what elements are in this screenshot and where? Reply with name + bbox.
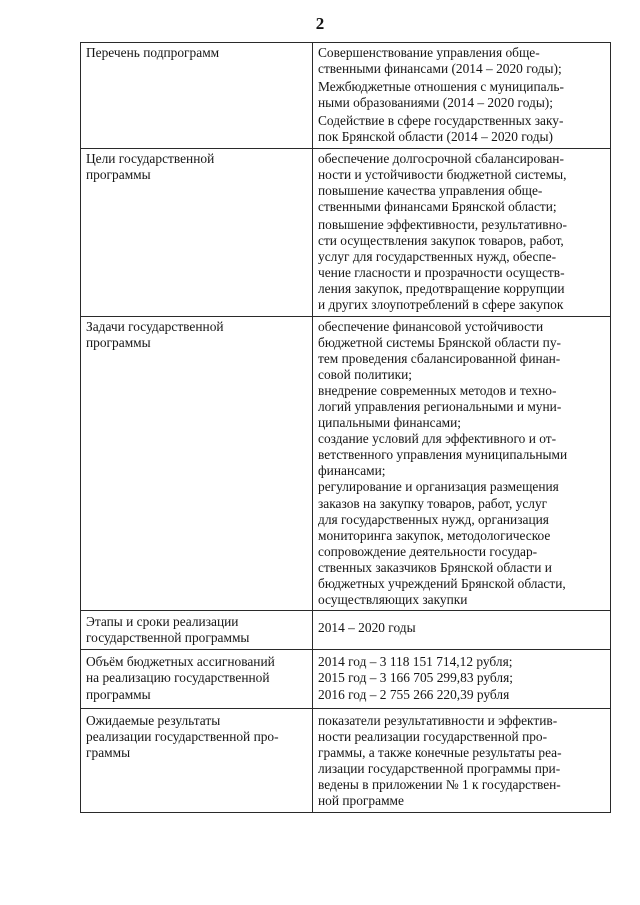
table-row-expected-results — [81, 708, 611, 813]
value-line: чение гласности и прозрачности осуществ- — [318, 265, 565, 281]
row-label-line: Объём бюджетных ассигнований — [86, 654, 275, 670]
value-line: 2015 год – 3 166 705 299,83 рубля; — [318, 670, 513, 686]
value-line: Совершенствование управления обще- — [318, 45, 540, 60]
value-line: мониторинга закупок, методологическое — [318, 527, 551, 543]
value-line: лизации государственной программы при- — [318, 760, 561, 776]
value-line: внедрение современных методов и техно- — [318, 382, 557, 398]
row-label-line: на реализацию государственной — [86, 670, 270, 686]
row-label-line: граммы — [86, 744, 131, 760]
value-line: 2014 год – 3 118 151 714,12 рубля; — [318, 654, 513, 670]
value-line: заказов на закупку товаров, работ, услуг — [318, 495, 548, 511]
row-value-cell — [313, 316, 611, 611]
value-line: Межбюджетные отношения с муниципаль- — [318, 79, 564, 95]
value-paragraph — [318, 217, 606, 314]
row-value-cell — [313, 43, 611, 149]
page-number: 2 — [315, 14, 325, 33]
value-line: финансами; — [318, 463, 386, 479]
value-line: повышение качества управления обще- — [318, 182, 543, 198]
value-line: ведены в приложении № 1 к государствен- — [318, 777, 561, 793]
row-label-line: государственной программы — [86, 630, 250, 646]
row-label-line: Цели государственной — [86, 150, 215, 166]
value-paragraph — [318, 151, 606, 215]
value-line: ной программе — [318, 793, 404, 809]
row-label-cell — [81, 316, 313, 611]
value-line: для государственных нужд, организация — [318, 511, 549, 527]
value-paragraph — [318, 319, 606, 609]
value-line: бюджетной системы Брянской области пу- — [318, 334, 561, 350]
value-line: ности и устойчивости бюджетной системы, — [318, 166, 567, 182]
value-paragraph — [318, 45, 606, 77]
table-row-budget — [81, 650, 611, 708]
value-paragraph — [318, 113, 606, 145]
value-line: сти осуществления закупок товаров, работ, — [318, 233, 564, 249]
row-label-line: программы — [86, 166, 151, 182]
table-row-tasks — [81, 316, 611, 611]
row-label-cell — [81, 43, 313, 149]
value-line: осуществляющих закупки — [318, 592, 468, 608]
row-value-cell — [313, 611, 611, 650]
value-line: совой политики; — [318, 366, 413, 382]
row-label-line: Этапы и сроки реализации — [86, 614, 239, 630]
row-label-cell — [81, 611, 313, 650]
value-line: ственных заказчиков Брянской области и — [318, 559, 552, 575]
value-line: услуг для государственных нужд, обеспе- — [318, 249, 557, 265]
value-line: ления закупок, предотвращение коррупции — [318, 281, 565, 297]
row-label-cell — [81, 148, 313, 316]
value-line: повышение эффективности, результативно- — [318, 216, 567, 232]
row-label-line: Перечень подпрограмм — [86, 45, 220, 60]
value-line: логий управления региональными и муни- — [318, 398, 562, 414]
value-line: сопровождение деятельности государ- — [318, 543, 538, 559]
value-line: регулирование и организация размещения — [318, 479, 559, 495]
value-line: бюджетных учреждений Брянской области, — [318, 576, 566, 591]
row-label-line: Ожидаемые результаты — [86, 712, 221, 728]
value-line: показатели результативности и эффектив- — [318, 712, 558, 728]
value-line: ветственного управления муниципальными — [318, 447, 568, 463]
row-value-cell — [313, 650, 611, 708]
row-value-cell — [313, 708, 611, 813]
row-label-line: Задачи государственной — [86, 318, 224, 334]
value-paragraph — [318, 654, 606, 702]
value-line: тем проведения сбалансированной финан- — [318, 350, 561, 366]
passport-table-body — [81, 43, 611, 813]
row-label-line: программы — [86, 686, 151, 702]
value-line: пок Брянской области (2014 – 2020 годы) — [318, 129, 554, 145]
value-line: ности реализации государственной про- — [318, 728, 548, 744]
value-line: Содействие в сфере государственных заку- — [318, 113, 564, 129]
value-line: 2014 – 2020 годы — [318, 620, 416, 636]
value-line: 2016 год – 2 755 266 220,39 рубля — [318, 686, 510, 702]
program-passport-table — [80, 42, 611, 813]
value-line: обеспечение долгосрочной сбалансирован- — [318, 150, 564, 166]
row-label-line: реализации государственной про- — [86, 728, 279, 744]
value-line: создание условий для эффективного и от- — [318, 431, 557, 447]
value-line: и других злоупотреблений в сфере закупок — [318, 297, 564, 313]
value-line: ципальными финансами; — [318, 415, 462, 431]
value-paragraph — [318, 713, 606, 810]
table-row-stages — [81, 611, 611, 650]
row-value-cell — [313, 148, 611, 316]
value-line: ными образованиями (2014 – 2020 годы); — [318, 95, 553, 111]
row-label-cell — [81, 650, 313, 708]
row-label-cell — [81, 708, 313, 813]
value-line: обеспечение финансовой устойчивости — [318, 318, 544, 334]
row-label-line: программы — [86, 334, 151, 350]
value-line: ственными финансами Брянской области; — [318, 198, 557, 214]
table-row-goals — [81, 148, 611, 316]
value-line: граммы, а также конечные результаты реа- — [318, 744, 562, 760]
table-row-subprograms — [81, 43, 611, 149]
value-paragraph — [318, 620, 606, 636]
value-line: ственными финансами (2014 – 2020 годы); — [318, 61, 562, 77]
value-paragraph — [318, 79, 606, 111]
